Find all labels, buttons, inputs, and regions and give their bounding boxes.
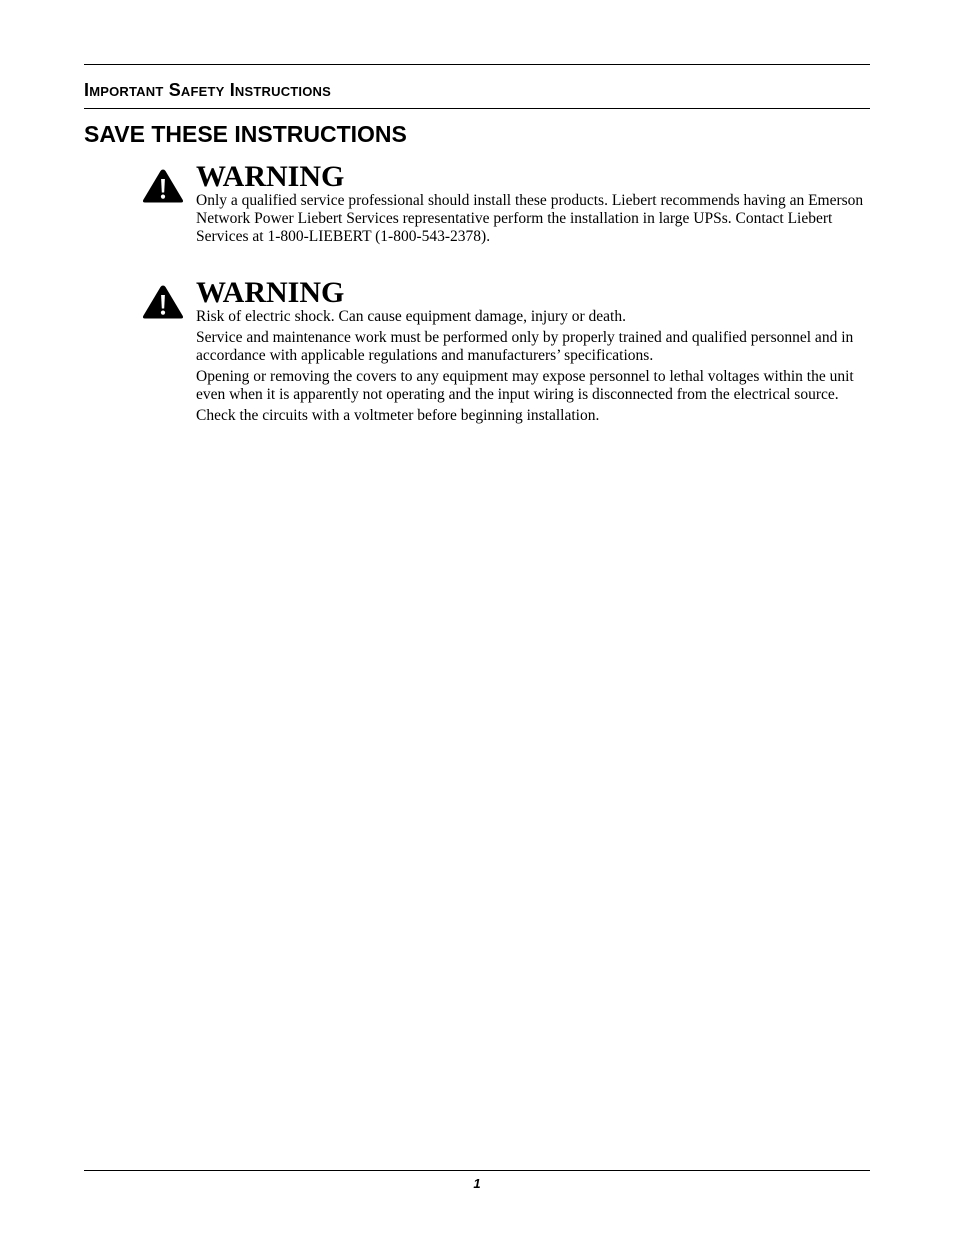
footer-rule bbox=[84, 1170, 870, 1171]
warning-paragraph: Only a qualified service professional should install these products. Liebert recommends having an Emerson Network Power Liebert Services representative perform the installation in large UPSs. Contact Liebert Services at 1-800-LIEBERT (1-800-543-2378). bbox=[196, 192, 864, 245]
header-bottom-rule bbox=[84, 108, 870, 109]
warning-title: WARNING bbox=[196, 276, 345, 309]
warning-triangle-icon bbox=[142, 168, 184, 204]
warning-body bbox=[196, 308, 876, 428]
page-heading: SAVE THESE INSTRUCTIONS bbox=[84, 121, 407, 147]
warning-body bbox=[196, 192, 876, 249]
warning-paragraph: Opening or removing the covers to any equipment may expose personnel to lethal voltages within the unit even when it is apparently not operating and the input wiring is disconnected from the electrical source. bbox=[196, 368, 854, 403]
section-title: Important Safety Instructions bbox=[84, 80, 332, 100]
warning-triangle-icon bbox=[142, 284, 184, 320]
page-number: 1 bbox=[473, 1176, 481, 1191]
warning-paragraph: Check the circuits with a voltmeter before beginning installation. bbox=[196, 407, 600, 424]
warning-title: WARNING bbox=[196, 160, 345, 193]
warning-paragraph: Risk of electric shock. Can cause equipment damage, injury or death. bbox=[196, 308, 626, 325]
warning-paragraph: Service and maintenance work must be performed only by properly trained and qualified personnel and in accordance with applicable regulations and manufacturers’ specifications. bbox=[196, 329, 854, 364]
header-top-rule bbox=[84, 64, 870, 65]
